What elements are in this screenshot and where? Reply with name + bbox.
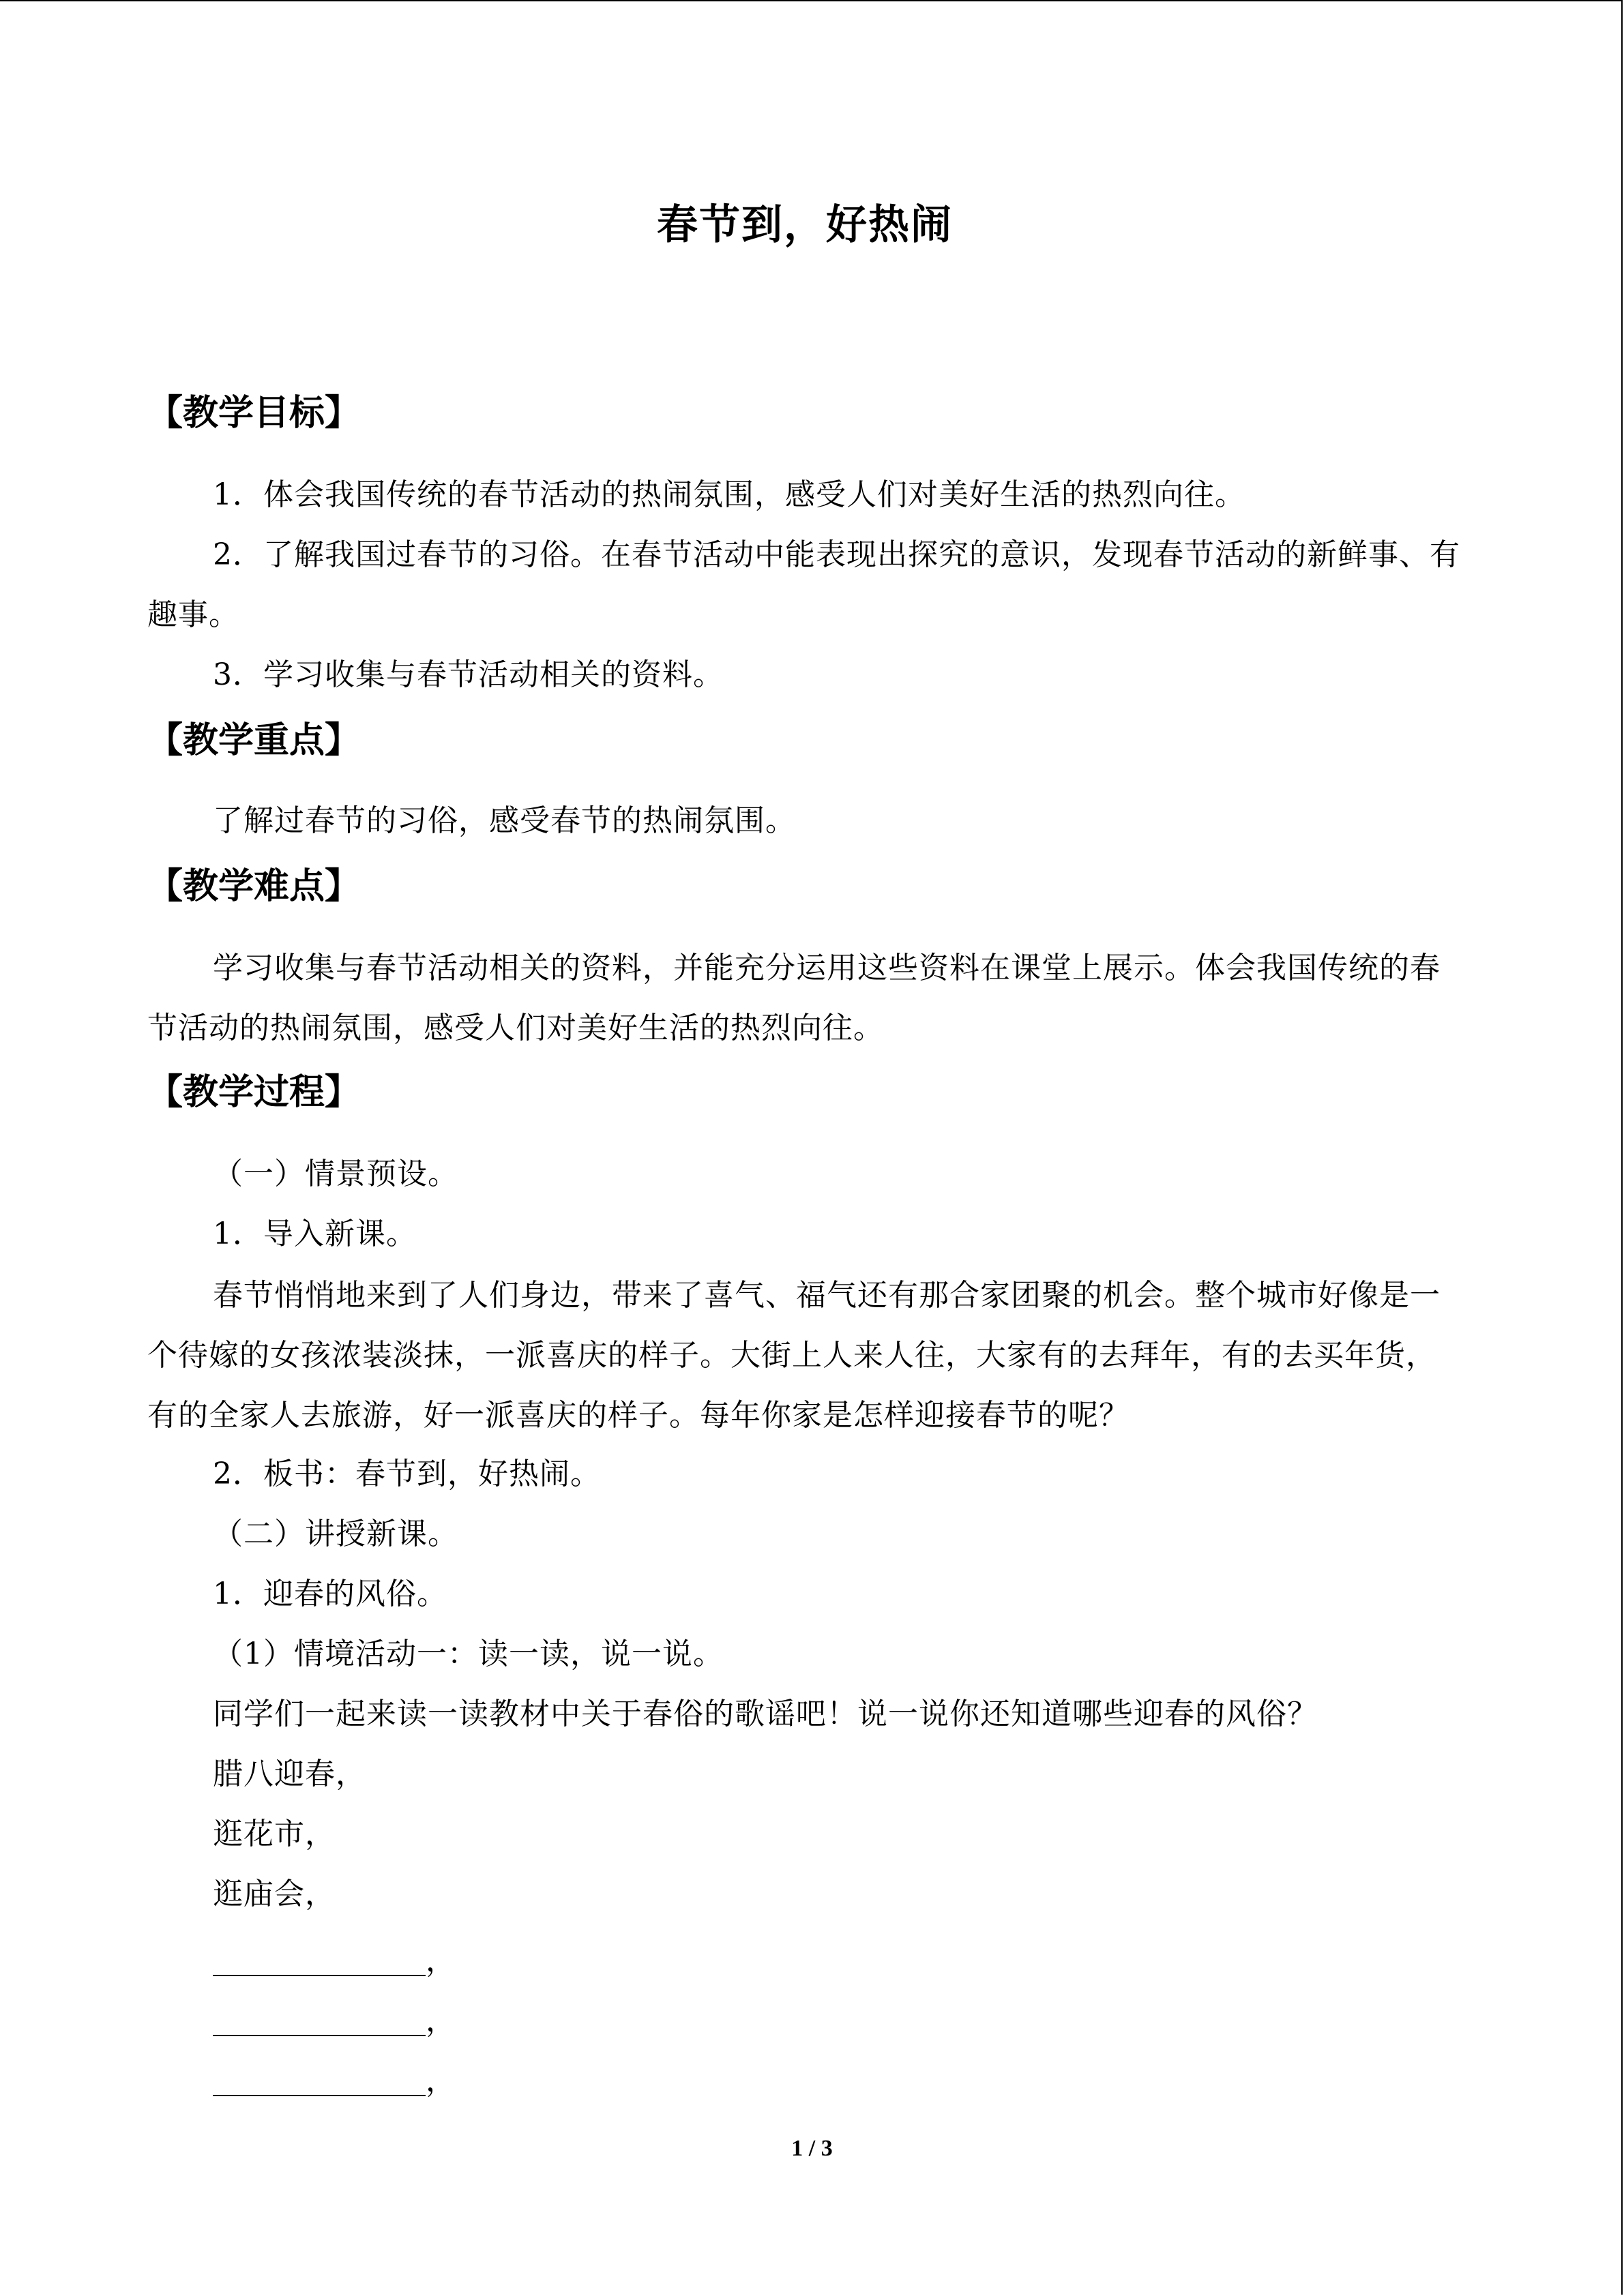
objective-item-2: 2．了解我国过春节的习俗。在春节活动中能表现出探究的意识，发现春节活动的新鲜事、有趣事。	[147, 537, 1460, 632]
heading-key-points: 【教学重点】	[147, 720, 361, 761]
objective-item-3: 3．学习收集与春节活动相关的资料。	[213, 657, 724, 692]
process-part-2: （二）讲授新课。	[213, 1517, 458, 1551]
rhyme-line-2: 逛花市，	[213, 1817, 336, 1851]
document-title: 春节到，好热闹	[657, 201, 953, 249]
process-prompt: 同学们一起来读一读教材中关于春俗的歌谣吧！说一说你还知道哪些迎春的风俗？	[213, 1697, 1318, 1731]
objective-item-1: 1．体会我国传统的春节活动的热闹氛围，感受人们对美好生活的热烈向往。	[213, 477, 1245, 512]
fill-blank-1	[213, 1945, 456, 1976]
process-part-1: （一）情景预设。	[213, 1157, 458, 1191]
blank-underline	[213, 2065, 426, 2096]
rhyme-line-1: 腊八迎春，	[213, 1757, 366, 1791]
process-activity-1: （1）情境活动一：读一读，说一说。	[213, 1637, 724, 1671]
heading-difficulties: 【教学难点】	[147, 866, 361, 907]
blank-comma: ，	[426, 2063, 456, 2098]
difficulties-text: 学习收集与春节活动相关的资料，并能充分运用这些资料在课堂上展示。体会我国传统的春节活动的热闹氛围，感受人们对美好生活的热烈向往。	[147, 951, 1441, 1045]
heading-process: 【教学过程】	[147, 1072, 361, 1113]
rhyme-line-3: 逛庙会，	[213, 1877, 336, 1911]
blank-underline	[213, 1945, 426, 1976]
blank-underline	[213, 2005, 426, 2036]
heading-objectives: 【教学目标】	[147, 393, 361, 434]
fill-blank-2	[213, 2005, 456, 2036]
process-step-1: 1．导入新课。	[213, 1217, 417, 1251]
blank-comma: ，	[426, 1943, 456, 1978]
process-step-2: 2．板书：春节到，好热闹。	[213, 1457, 601, 1491]
fill-blank-3	[213, 2065, 456, 2096]
blank-comma: ，	[426, 2003, 456, 2038]
key-points-text: 了解过春节的习俗，感受春节的热闹氛围。	[213, 803, 796, 838]
process-intro: 春节悄悄地来到了人们身边，带来了喜气、福气还有那合家团聚的机会。整个城市好像是一个待嫁的女孩浓装淡抹，一派喜庆的样子。大街上人来人往，大家有的去拜年，有的去买年货，有的全家人去旅游，好一派喜庆的样子。每年你家是怎样迎接春节的呢？	[147, 1278, 1441, 1433]
process-sub-1: 1．迎春的风俗。	[213, 1577, 447, 1611]
page-number: 1 / 3	[791, 2136, 833, 2161]
